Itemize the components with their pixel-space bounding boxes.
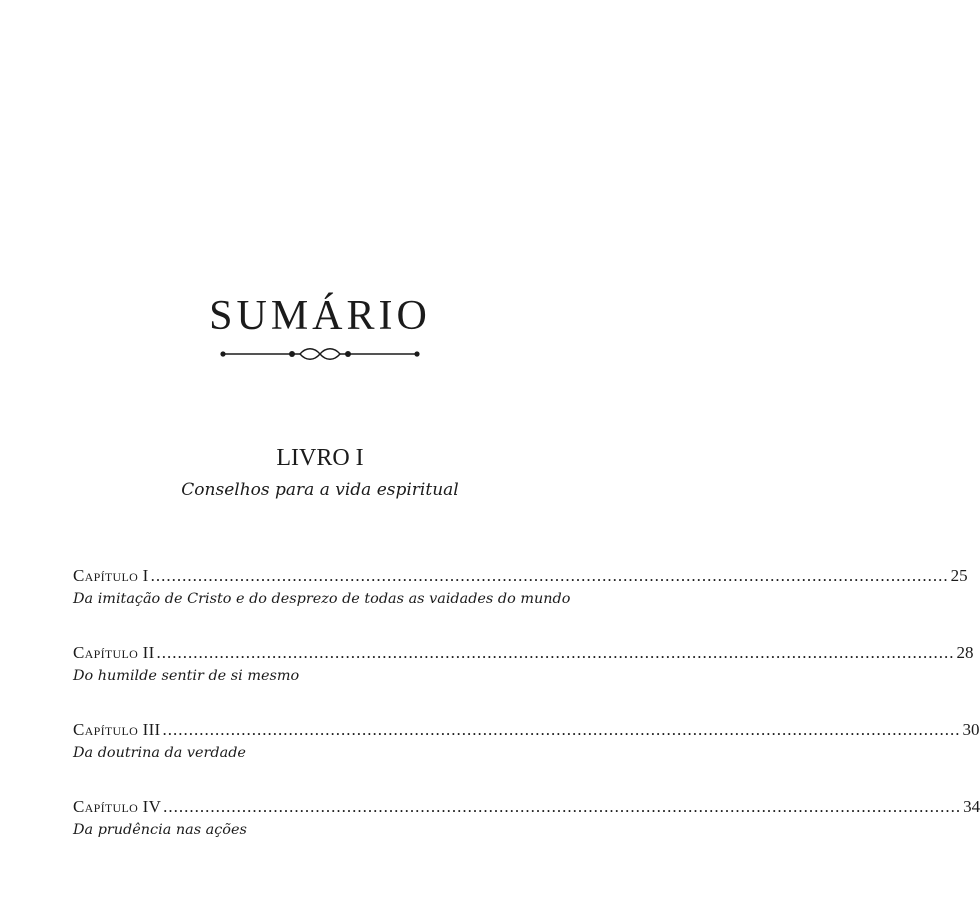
toc-entry-line [73,564,968,588]
toc-entry-line [73,795,980,819]
chapter-label: Capítulo II [73,643,155,662]
chapter-label: Capítulo III [73,720,161,739]
toc-entry-line [73,718,980,742]
page-title: SUMÁRIO [209,293,431,339]
chapter-label: Capítulo I [73,566,149,585]
page-number: 28 [956,643,974,662]
book-subtitle: Conselhos para a vida espiritual [181,480,459,500]
page-number: 34 [963,797,980,816]
book-title: LIVRO I [276,445,364,471]
chapter-description: Da doutrina da verdade [73,745,246,761]
chapter-label: Capítulo IV [73,797,162,816]
dot-leader: ........................................................................................................................................................ [150,566,949,585]
dot-leader: ........................................................................................................................................................ [162,720,961,739]
toc-entry[interactable] [73,641,974,718]
dot-leader: ........................................................................................................................................................ [156,643,955,662]
page-number: 25 [950,566,968,585]
ornament-divider-icon [218,344,422,364]
page-number: 30 [962,720,980,739]
toc-entry[interactable] [73,795,980,872]
chapter-description: Do humilde sentir de si mesmo [73,668,300,684]
chapter-description: Da prudência nas ações [73,822,247,838]
toc-entry-line [73,641,974,665]
dot-leader: ........................................................................................................................................................ [163,797,962,816]
toc-entry[interactable] [73,564,968,641]
chapter-description: Da imitação de Cristo e do desprezo de todas as vaidades do mundo [73,591,571,607]
toc-entry[interactable] [73,718,980,795]
table-of-contents [73,564,980,872]
